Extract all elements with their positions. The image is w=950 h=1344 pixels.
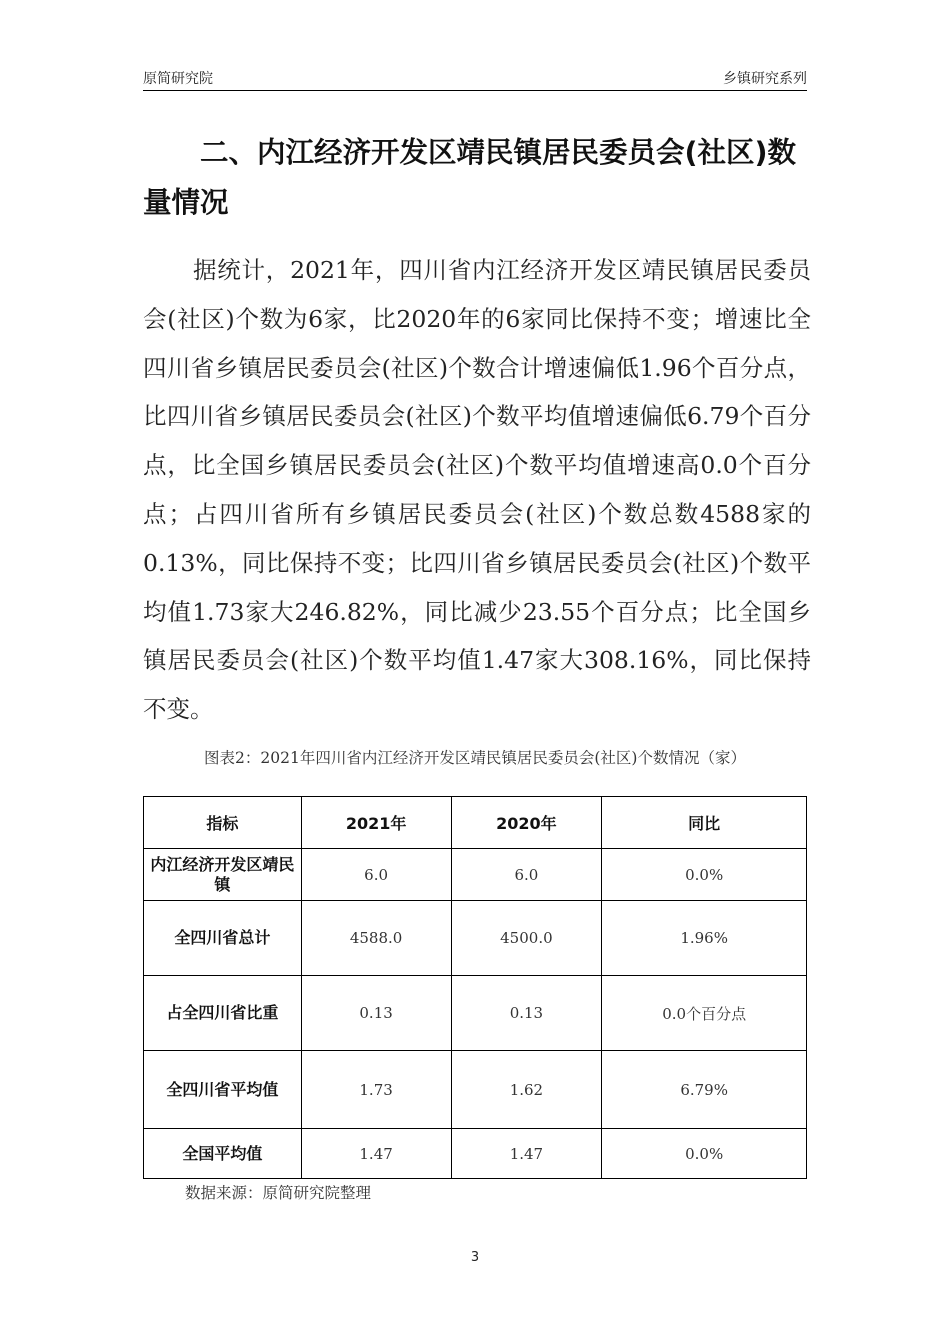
cell-yoy: 0.0% bbox=[602, 1129, 807, 1179]
header-cell-yoy: 同比 bbox=[602, 797, 807, 849]
row-label: 全四川省平均值 bbox=[144, 1051, 302, 1129]
table-row bbox=[144, 976, 807, 1051]
cell-2021: 0.13 bbox=[301, 976, 451, 1051]
table-header-row bbox=[144, 797, 807, 849]
header-cell-2020: 2020年 bbox=[451, 797, 602, 849]
cell-2021: 1.73 bbox=[301, 1051, 451, 1129]
table-row bbox=[144, 849, 807, 901]
row-label: 全国平均值 bbox=[144, 1129, 302, 1179]
cell-yoy: 0.0个百分点 bbox=[602, 976, 807, 1051]
header-cell-indicator: 指标 bbox=[144, 797, 302, 849]
data-source-note: 数据来源：原简研究院整理 bbox=[185, 1184, 372, 1202]
table-row bbox=[144, 901, 807, 976]
section-title: 二、内江经济开发区靖民镇居民委员会(社区)数量情况 bbox=[143, 136, 797, 219]
cell-2020: 4500.0 bbox=[451, 901, 602, 976]
header-cell-2021: 2021年 bbox=[301, 797, 451, 849]
cell-yoy: 1.96% bbox=[602, 901, 807, 976]
cell-2021: 4588.0 bbox=[301, 901, 451, 976]
header-org-name: 原简研究院 bbox=[143, 71, 213, 87]
header-series-name: 乡镇研究系列 bbox=[723, 71, 807, 87]
table-row bbox=[144, 1129, 807, 1179]
table-row bbox=[144, 1051, 807, 1129]
cell-yoy: 6.79% bbox=[602, 1051, 807, 1129]
cell-2020: 6.0 bbox=[451, 849, 602, 901]
row-label: 全四川省总计 bbox=[144, 901, 302, 976]
body-paragraph: 据统计，2021年，四川省内江经济开发区靖民镇居民委员会(社区)个数为6家，比2020年的6家同比保持不变；增速比全四川省乡镇居民委员会(社区)个数合计增速偏低1.96个百分点，比四川省乡镇居民委员会(社区)个数平均值增速偏低6.79个百分点，比全国乡镇居民委员会(社区)个数平均值增速高0.0个百分点；占四川省所有乡镇居民委员会(社区)个数总数4588家的0.13%，同比保持不变；比四川省乡镇居民委员会(社区)个数平均值1.73家大246.82%，同比减少23.55个百分点；比全国乡镇居民委员会(社区)个数平均值1.47家大308.16%，同比保持不变。 bbox=[143, 256, 811, 724]
cell-2020: 1.62 bbox=[451, 1051, 602, 1129]
cell-2021: 6.0 bbox=[301, 849, 451, 901]
cell-2020: 1.47 bbox=[451, 1129, 602, 1179]
page-number: 3 bbox=[470, 1250, 480, 1265]
table-caption: 图表2：2021年四川省内江经济开发区靖民镇居民委员会(社区)个数情况（家） bbox=[204, 749, 746, 767]
row-label: 内江经济开发区靖民镇 bbox=[144, 849, 302, 901]
cell-yoy: 0.0% bbox=[602, 849, 807, 901]
data-table bbox=[143, 796, 807, 1179]
cell-2021: 1.47 bbox=[301, 1129, 451, 1179]
cell-2020: 0.13 bbox=[451, 976, 602, 1051]
row-label: 占全四川省比重 bbox=[144, 976, 302, 1051]
page-header bbox=[143, 66, 807, 91]
